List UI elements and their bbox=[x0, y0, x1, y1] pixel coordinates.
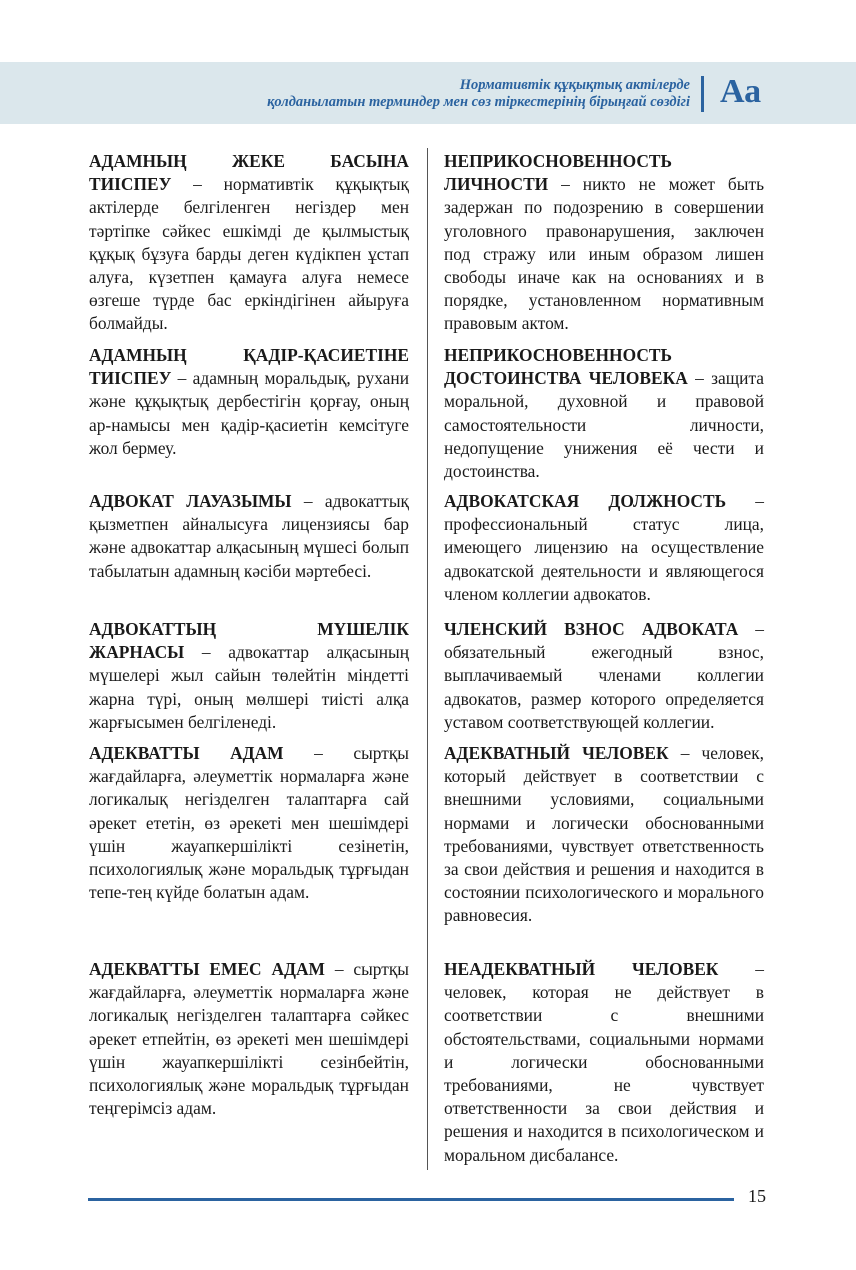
term-kk: АДЕКВАТТЫ АДАМ bbox=[89, 743, 284, 763]
term-kk: АДАМНЫҢ ЖЕКЕ БАСЫНА ТИІСПЕУ bbox=[89, 151, 409, 195]
letter-mark: Аа bbox=[720, 73, 762, 110]
header-title-line2: қолданылатын терминдер мен сөз тіркестерінің бірыңғай сөздігі bbox=[267, 94, 690, 110]
entry-kk-6 bbox=[89, 958, 409, 1120]
entry-kk-5 bbox=[89, 742, 409, 904]
definition-ru: – никто не может быть задержан по подозрению в совершении уголовного правонарушения, заключен под стражу или иным образом лишен свободы иначе как на основаниях и в порядке, установленном нормативным правовым актом. bbox=[444, 174, 764, 334]
term-ru: НЕАДЕКВАТНЫЙ ЧЕЛОВЕК bbox=[444, 959, 719, 979]
entry-ru-6 bbox=[444, 958, 764, 1167]
definition-ru: – защита моральной, духовной и правовой самостоятельности личности, недопущение унижения её чести и достоинства. bbox=[444, 368, 764, 482]
term-kk: АДВОКАТТЫҢ МҮШЕЛІК ЖАРНАСЫ bbox=[89, 619, 409, 663]
entry-ru-5 bbox=[444, 742, 764, 928]
term-ru: ЧЛЕНСКИЙ ВЗНОС АДВОКАТА bbox=[444, 619, 739, 639]
header-divider-bar bbox=[701, 76, 704, 112]
term-ru: НЕПРИКОСНОВЕННОСТЬ ДОСТОИНСТВА ЧЕЛОВЕКА bbox=[444, 345, 688, 389]
column-divider bbox=[427, 148, 428, 1170]
definition-ru: – человек, который действует в соответствии с внешними условиями, социальными нормами и логически обоснованными требованиями, чувствует ответственность за свои действия и решения и находится в состоянии психологического и морального равновесия. bbox=[444, 743, 764, 926]
term-kk: АДАМНЫҢ ҚАДІР-ҚАСИЕТІНЕ ТИІСПЕУ bbox=[89, 345, 409, 389]
entry-kk-3 bbox=[89, 490, 409, 583]
term-ru: АДВОКАТСКАЯ ДОЛЖНОСТЬ bbox=[444, 491, 727, 511]
definition-kk: – адамның моральдық, рухани және құқықтық дербестігін қорғау, оның ар-намысы мен қадір-қасиетін кемсітуге жол бермеу. bbox=[89, 368, 409, 458]
entry-kk-4 bbox=[89, 618, 409, 734]
running-header bbox=[130, 77, 690, 111]
definition-kk: – адвокаттар алқасының мүшелері жыл сайын төлейтін міндетті жарна түрі, оның мөлшері тиісті алқа жарғысымен белгіленеді. bbox=[89, 642, 409, 732]
header-title-line1: Нормативтік құқықтық актілерде bbox=[459, 77, 690, 93]
entry-ru-1 bbox=[444, 150, 764, 336]
definition-ru: – обязательный ежегодный взнос, выплачиваемый членами коллегии адвокатов, размер которого определяется уставом соответствующей коллегии. bbox=[444, 619, 765, 732]
definition-kk: – сыртқы жағдайларға, әлеуметтік нормаларға және логикалық негізделген талаптарға сәйкес әрекет етпейтін, өз әрекеті мен шешімдері үшін жауапкершілікті сезінбейтін, психологиялық және моральдық тұрғыдан теңгерімсіз адам. bbox=[89, 959, 409, 1119]
entry-ru-2 bbox=[444, 344, 764, 483]
entry-kk-2 bbox=[89, 344, 409, 460]
footer-rule bbox=[88, 1198, 734, 1201]
entry-ru-3 bbox=[444, 490, 764, 606]
definition-kk: – сыртқы жағдайларға, әлеуметтік нормаларға және логикалық негізделген талаптарға сай әрекет ететін, өз әрекеті мен шешімдері үшін жауапкершілікті сезінетін, психологиялық және моральдық тұрғыдан тепе-тең күйде болатын адам. bbox=[89, 743, 409, 903]
page-number: 15 bbox=[748, 1186, 766, 1206]
term-ru: АДЕКВАТНЫЙ ЧЕЛОВЕК bbox=[444, 743, 669, 763]
term-ru: НЕПРИКОСНОВЕННОСТЬ ЛИЧНОСТИ bbox=[444, 151, 672, 195]
entry-ru-4 bbox=[444, 618, 764, 734]
definition-kk: – адвокаттық қызметпен айналысуға лицензиясы бар және адвокаттар алқасының мүшесі болып табылатын адамның кәсіби мәртебесі. bbox=[89, 491, 409, 581]
term-kk: АДЕКВАТТЫ ЕМЕС АДАМ bbox=[89, 959, 325, 979]
definition-ru: – профессиональный статус лица, имеющего лицензию на осуществление адвокатской деятельности и являющегося членом коллегии адвокатов. bbox=[444, 491, 764, 604]
definition-kk: – нормативтік құқықтық актілерде белгіленген негіздер мен тәртіпке сәйкес ешкімді де қылмыстық құқық бұзуға барды деген күдікпен ұстап алуға, күзетпен қамауға алуға немесе өзгеше түрде бас еркіндігінен айыруға болмайды. bbox=[89, 174, 409, 334]
definition-ru: – человек, которая не действует в соответствии с внешними обстоятельствами, социальными нормами и логически обоснованными требованиями, не чувствует ответственности за свои действия и решения и находится в психологическом и моральном дисбалансе. bbox=[444, 959, 764, 1165]
term-kk: АДВОКАТ ЛАУАЗЫМЫ bbox=[89, 491, 292, 511]
entry-kk-1 bbox=[89, 150, 409, 336]
